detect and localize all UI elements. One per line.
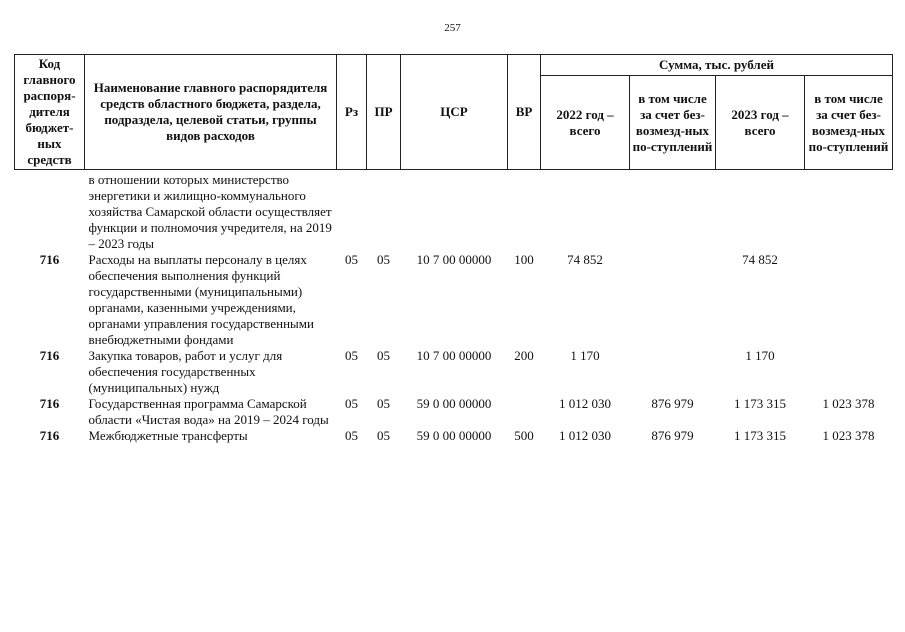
header-2022-total: 2022 год – всего bbox=[541, 76, 630, 170]
row-pr: 05 bbox=[377, 396, 390, 411]
header-2023-free: в том числе за счет без-возмезд-ных по-ступлений bbox=[805, 76, 893, 170]
row-2022-total: 1 012 030 bbox=[559, 428, 611, 443]
header-name: Наименование главного распорядителя средств областного бюджета, раздела, подраздела, целевой статьи, группы видов расходов bbox=[85, 55, 337, 170]
row-code: 716 bbox=[39, 252, 60, 267]
row-2023-free bbox=[805, 170, 893, 253]
row-name: Закупка товаров, работ и услуг для обеспечения государственных (муниципальных) нужд bbox=[88, 348, 283, 395]
row-2023-total: 1 173 315 bbox=[734, 396, 786, 411]
row-pr: 05 bbox=[377, 252, 390, 267]
row-rz: 05 bbox=[345, 428, 358, 443]
row-2022-free: 876 979 bbox=[651, 396, 694, 411]
table-row bbox=[15, 348, 893, 396]
row-2022-total: 1 012 030 bbox=[559, 396, 611, 411]
row-2023-total: 1 170 bbox=[745, 348, 775, 363]
header-2023-total: 2023 год – всего bbox=[716, 76, 805, 170]
row-code: 716 bbox=[39, 348, 60, 363]
row-2023-free bbox=[805, 252, 893, 348]
row-2022-free bbox=[630, 170, 716, 253]
row-csr: 59 0 00 00000 bbox=[416, 428, 492, 443]
row-2022-free bbox=[630, 252, 716, 348]
row-csr: 59 0 00 00000 bbox=[416, 396, 492, 411]
row-vr: 100 bbox=[514, 252, 534, 267]
row-2022-total bbox=[541, 170, 630, 253]
row-2023-free: 1 023 378 bbox=[822, 428, 875, 443]
row-vr: 200 bbox=[514, 348, 534, 363]
row-code: 716 bbox=[39, 428, 60, 443]
row-csr: 10 7 00 00000 bbox=[416, 252, 492, 267]
header-sum-group: Сумма, тыс. рублей bbox=[541, 55, 893, 76]
row-2023-total: 1 173 315 bbox=[734, 428, 786, 443]
row-pr bbox=[367, 170, 401, 253]
row-2022-free: 876 979 bbox=[651, 428, 694, 443]
row-2022-total: 74 852 bbox=[567, 252, 603, 267]
row-name: Расходы на выплаты персоналу в целях обеспечения выполнения функций государственными (муниципальными) органами, казенными учреждениями, органами управления государственными внебюджетными фондами bbox=[88, 252, 314, 347]
page-number: 257 bbox=[444, 22, 461, 34]
row-code: 716 bbox=[39, 396, 60, 411]
header-code: Код главного распоря-дителя бюджет-ных средств bbox=[15, 55, 85, 170]
row-rz: 05 bbox=[345, 396, 358, 411]
header-vr: ВР bbox=[508, 55, 541, 170]
header-pr: ПР bbox=[367, 55, 401, 170]
header-2022-free: в том числе за счет без-возмезд-ных по-ступлений bbox=[630, 76, 716, 170]
table-row bbox=[15, 252, 893, 348]
row-rz: 05 bbox=[345, 348, 358, 363]
row-csr bbox=[401, 170, 508, 253]
row-2023-total: 74 852 bbox=[742, 252, 778, 267]
row-rz bbox=[337, 170, 367, 253]
table-row bbox=[15, 428, 893, 444]
row-pr: 05 bbox=[377, 348, 390, 363]
row-vr: 500 bbox=[514, 428, 534, 443]
row-pr: 05 bbox=[377, 428, 390, 443]
row-vr bbox=[508, 396, 541, 428]
row-2023-free bbox=[805, 348, 893, 396]
header-rz: Рз bbox=[337, 55, 367, 170]
table-row bbox=[15, 396, 893, 428]
table-row bbox=[15, 170, 893, 253]
row-csr: 10 7 00 00000 bbox=[416, 348, 492, 363]
row-2022-total: 1 170 bbox=[570, 348, 600, 363]
row-name: Государственная программа Самарской области «Чистая вода» на 2019 – 2024 годы bbox=[88, 396, 329, 427]
header-csr: ЦСР bbox=[401, 55, 508, 170]
row-2022-free bbox=[630, 348, 716, 396]
row-2023-total bbox=[716, 170, 805, 253]
row-code bbox=[15, 170, 85, 253]
row-name: в отношении которых министерство энергетики и жилищно-коммунального хозяйства Самарской области осуществляет функции и полномочия учредителя, на 2019 – 2023 годы bbox=[88, 172, 332, 251]
row-rz: 05 bbox=[345, 252, 358, 267]
row-vr bbox=[508, 170, 541, 253]
row-name: Межбюджетные трансферты bbox=[88, 428, 248, 443]
budget-table bbox=[14, 54, 893, 444]
row-2023-free: 1 023 378 bbox=[822, 396, 875, 411]
